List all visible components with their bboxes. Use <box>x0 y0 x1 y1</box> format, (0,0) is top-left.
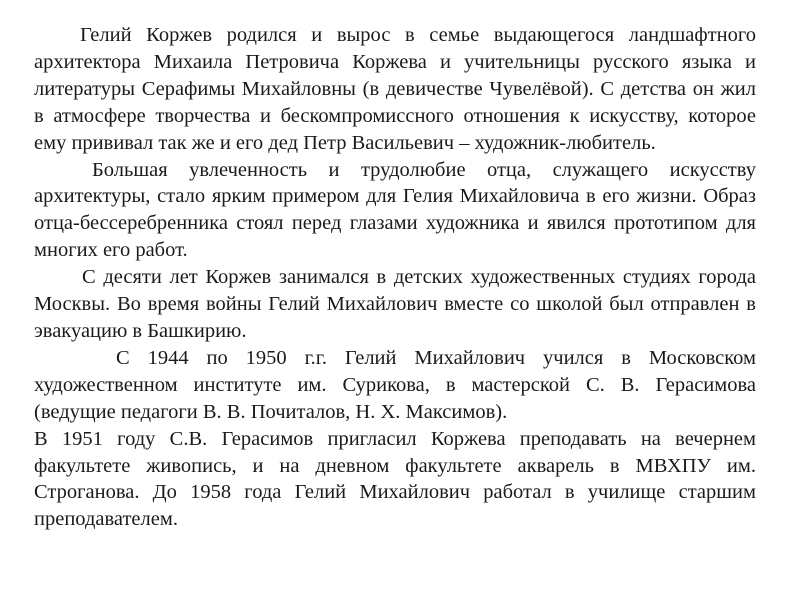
paragraph-childhood: Гелий Коржев родился и вырос в семье выдающегося ландшафтного архитектора Михаила Петровича Коржева и учительницы русского языка и литературы Серафимы Михайловны (в девичестве Чувелёвой). С детства он жил в атмосфере творчества и бескомпромиссного отношения к искусству, которое ему прививал так же и его дед Петр Васильевич – художник-любитель. <box>34 24 756 154</box>
biography-text <box>34 22 756 533</box>
paragraph-teaching: В 1951 году С.В. Герасимов пригласил Коржева преподавать на вечернем факультете живопись, и на дневном факультете акварель в МВХПУ им. Строганова. До 1958 года Гелий Михайлович работал в училище старшим преподавателем. <box>34 427 756 531</box>
paragraph-father: Большая увлеченность и трудолюбие отца, служащего искусству архитектуры, стало ярким примером для Гелия Михайловича в его жизни. Образ отца-бессеребренника стоял перед глазами художника и явился прототипом для многих его работ. <box>34 158 756 262</box>
paragraph-studios: С десяти лет Коржев занимался в детских художественных студиях города Москвы. Во время войны Гелий Михайлович вместе со школой был отправлен в эвакуацию в Башкирию. <box>34 266 756 342</box>
paragraph-institute: С 1944 по 1950 г.г. Гелий Михайлович учился в Московском художественном институте им. Сурикова, в мастерской С. В. Герасимова (ведущие педагоги В. В. Почиталов, Н. Х. Максимов). <box>34 346 756 423</box>
